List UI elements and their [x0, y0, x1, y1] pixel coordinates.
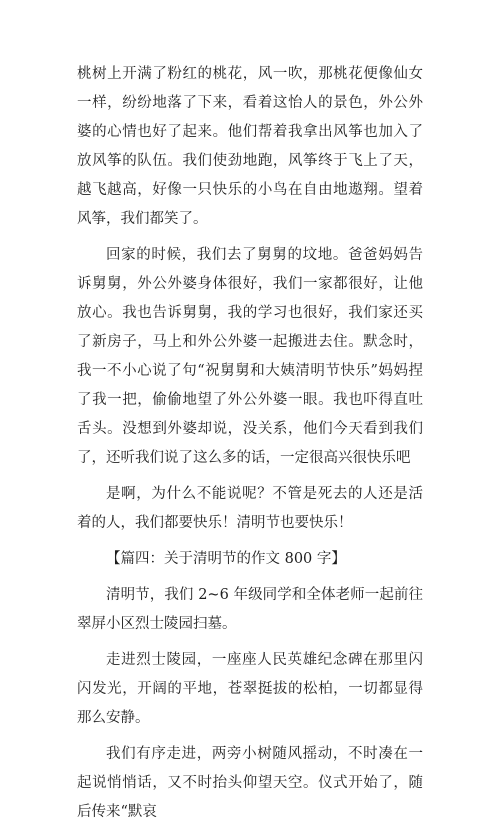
paragraph-ceremony: 我们有序走进，两旁小树随风摇动，不时凑在一起说悄悄话，又不时抬头仰望天空。仪式开始了，随后传来“默哀: [77, 746, 423, 820]
section-heading: 【篇四：关于清明节的作文 800 字】: [106, 551, 346, 567]
paragraph-qingming-intro: 清明节，我们 2~6 年级同学和全体老师一起前往翠屏小区烈士陵园扫墓。: [77, 587, 423, 632]
paragraph-kite-flying: 桃树上开满了粉红的桃花，风一吹，那桃花便像仙女一样，纷纷地落了下来，看着这怡人的景色，外公外婆的心情也好了起来。他们帮着我拿出风筝也加入了放风筝的队伍。我们使劲地跑，风筝终于飞上了天，越飞越高，好像一只快乐的小鸟在自由地遨翔。望着风筝，我们都笑了。: [77, 66, 423, 227]
article-body: [77, 60, 423, 834]
paragraph-enter-cemetery: 走进烈士陵园，一座座人民英雄纪念碑在那里闪闪发光，开阔的平地，苍翠挺拔的松柏，一切都显得那么安静。: [77, 652, 423, 726]
paragraph-visit-grave: 回家的时候，我们去了舅舅的坟地。爸爸妈妈告诉舅舅，外公外婆身体很好，我们一家都很好，让他放心。我也告诉舅舅，我的学习也很好，我们家还买了新房子，马上和外公外婆一起搬进去住。默念时，我一不小心说了句“祝舅舅和大姨清明节快乐”妈妈捏了我一把，偷偷地望了外公外婆一眼。我也吓得直吐舌头。没想到外婆却说，没关系，他们今天看到我们了，还听我们说了这么多的话，一定很高兴很快乐吧: [77, 247, 423, 466]
paragraph-be-happy: 是啊，为什么不能说呢？不管是死去的人还是活着的人，我们都要快乐！清明节也要快乐！: [77, 486, 423, 531]
